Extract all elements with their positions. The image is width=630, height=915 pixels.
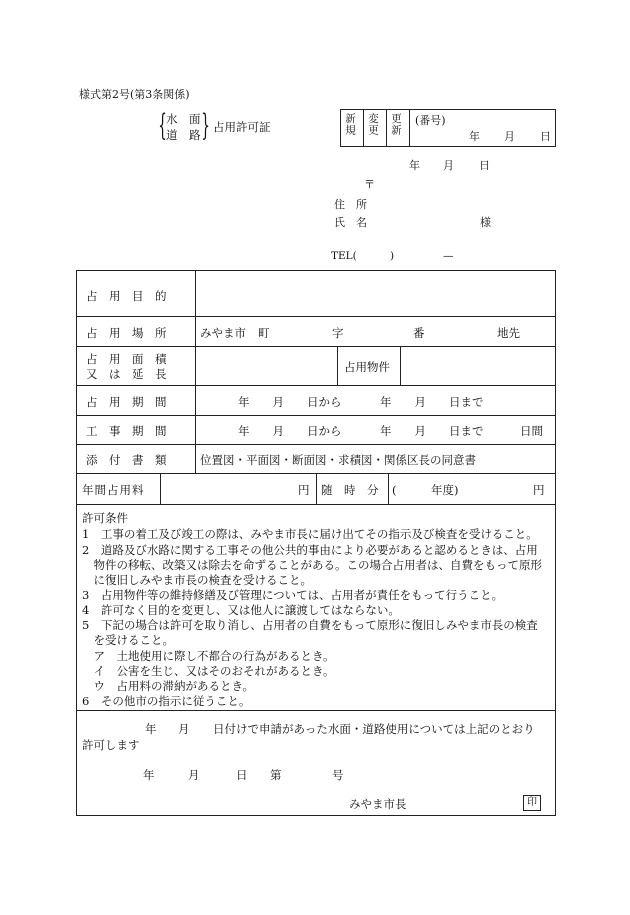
work-label: 工 事 期 間 [86,424,167,438]
fee-label: 年間占用料 [82,483,145,497]
permit-date-day: 日 [236,768,248,782]
box-year: 年 [469,130,480,143]
condition-line: 3 占用物件等の維持修繕及び管理については、占用者が責任をもって行うこと。 [82,588,504,602]
place-city: みやま市 [200,326,246,340]
period-label: 占 用 期 間 [86,395,167,409]
conditions-title: 許可条件 [82,511,128,525]
place-label: 占 用 場 所 [86,326,167,340]
right-brace: } [201,108,210,143]
permit-date-year: 年 [143,768,155,782]
object-label: 占用物件 [344,360,390,374]
place-ban: 番 [413,326,425,340]
condition-line: 1 工事の着工及び竣工の際は、みやま市長に届け出てその指示及び検査を受けること。 [82,527,538,541]
title-road: 道 路 [166,128,201,142]
seal-mark: 印 [523,795,541,811]
condition-line: イ 公害を生じ、又はそのおそれがあるとき。 [82,664,335,678]
tel-label: TEL( [331,250,357,262]
condition-line: 4 許可なく目的を変更し、又は他人に譲渡してはならない。 [82,603,400,617]
attach-label: 添 付 書 類 [86,453,167,467]
permit-dai: 第 [270,768,282,782]
new-label: 新規 [344,113,356,136]
condition-line: を受けること。 [82,633,174,647]
address-label: 住 所 [334,198,367,211]
tel-close: ) [390,250,395,262]
title-suffix: 占用許可証 [213,120,271,134]
condition-line: ウ 占用料の滞納があるとき。 [82,679,255,693]
fee-unit: 円 [298,483,310,497]
fee-when-label: 随 時 分 [321,483,379,497]
fee-year: ( 年度) [392,483,459,497]
tel-dash: — [443,250,454,262]
work-from: 年 月 日から [238,424,342,438]
name-label: 氏 名 [334,216,367,229]
fee-unit-2: 円 [533,483,545,497]
left-brace: { [158,108,167,143]
condition-line: 物件の移転、改築又は除去を命ずることがある。この場合占用者は、自費をもって原形 [82,558,542,572]
header-day: 日 [479,159,490,172]
condition-line: 6 その他市の指示に従うこと。 [82,694,251,708]
period-to: 年 月 日まで [380,395,484,409]
honorific: 様 [480,216,491,229]
place-town: 町 [258,326,270,340]
condition-line: 5 下記の場合は許可を取り消し、占用者の自費をもって原形に復旧しみやま市長の検査 [82,618,538,632]
work-to: 年 月 日まで [380,424,484,438]
condition-line: ア 土地使用に際し不都合の行為があるとき。 [82,649,335,663]
box-month: 月 [504,130,515,143]
permit-go: 号 [332,768,344,782]
permit-date-month: 月 [188,768,200,782]
period-from: 年 月 日から [238,395,342,409]
permit-year: 年 [145,722,157,736]
form-number: 様式第2号(第3条関係) [79,88,190,101]
condition-line: 2 道路及び水路に関する工事その他公共的事由により必要があると認めるときは、占用 [82,543,538,557]
title-water: 水 面 [166,112,201,126]
permit-text-2: 許可します [82,738,140,752]
change-label: 変更 [367,113,379,136]
postal-mark: 〒 [364,178,375,191]
purpose-label: 占 用 目 的 [86,289,167,303]
area-label-1: 占 用 面 積 [86,352,167,366]
header-year: 年 [409,159,420,172]
number-label: (番号) [415,114,446,127]
area-label-2: 又 は 延 長 [86,367,167,381]
work-days: 日間 [520,424,543,438]
box-day: 日 [540,130,551,143]
permit-text: 日付けで申請があった水面・道路使用については上記のとおり [213,722,535,736]
renew-label: 更新 [390,113,402,136]
attach-value: 位置図・平面図・断面図・求積図・関係区長の同意書 [200,453,476,467]
place-chisaki: 地先 [497,326,520,340]
header-month: 月 [443,159,454,172]
mayor-label: みやま市長 [349,797,407,811]
condition-line: に復旧しみやま市長の検査を受けること。 [82,573,312,587]
permit-month: 月 [178,722,190,736]
place-aza: 字 [332,326,344,340]
